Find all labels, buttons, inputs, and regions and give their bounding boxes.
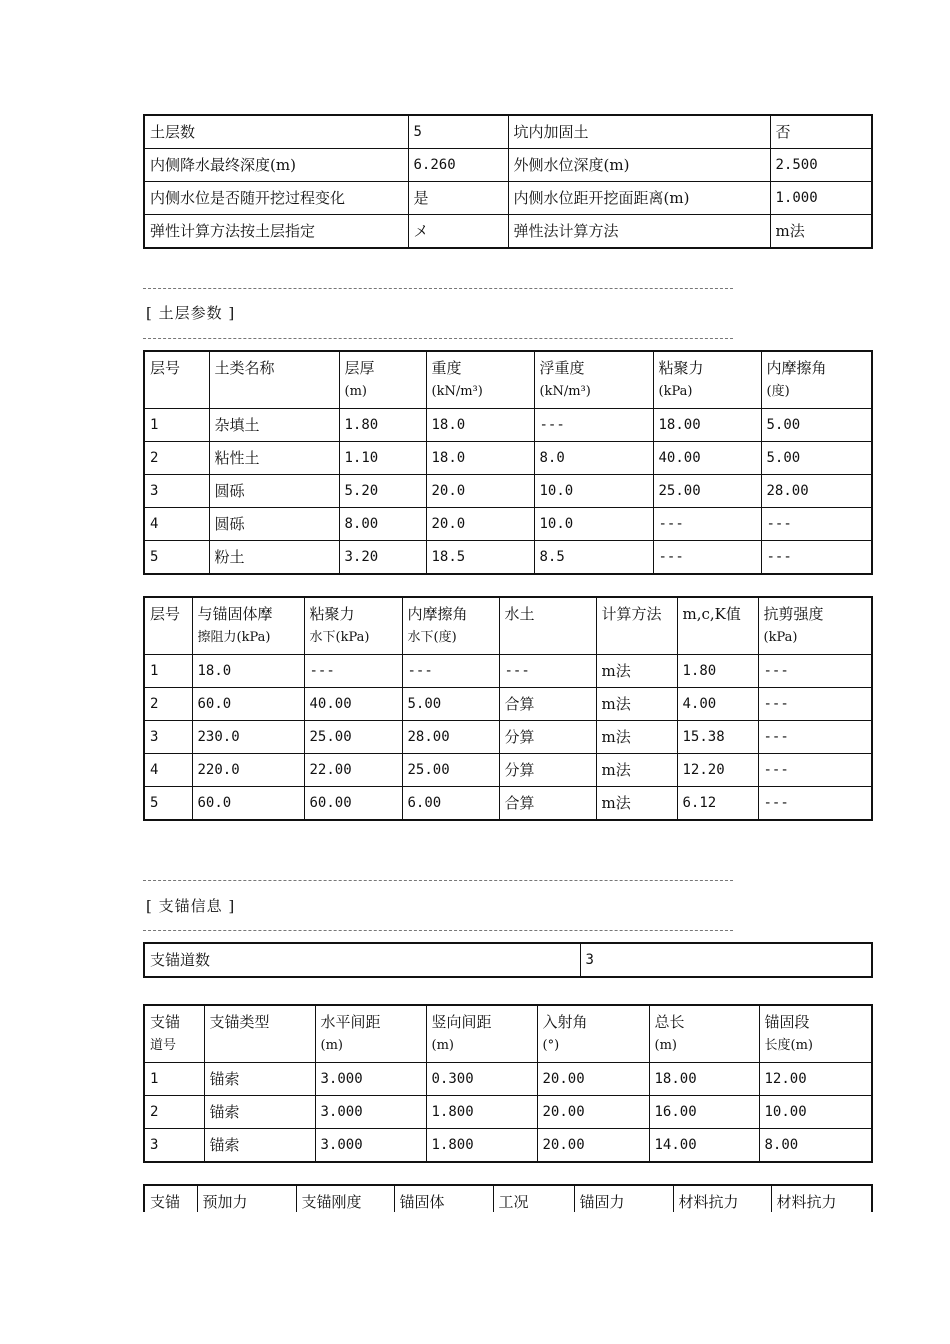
- table-cell: 40.00: [653, 442, 761, 475]
- table-cell: 10.0: [534, 475, 653, 508]
- table-cell: 12.00: [759, 1063, 872, 1096]
- table-cell: 20.00: [537, 1063, 649, 1096]
- column-header: 内摩擦角 (度): [761, 351, 872, 409]
- table-row: [144, 409, 872, 442]
- table-cell: 3: [144, 1129, 204, 1163]
- table-cell: 25.00: [653, 475, 761, 508]
- column-header: 支锚 道号: [144, 1005, 204, 1063]
- table-cell: 4: [144, 754, 192, 787]
- table-cell: 8.5: [534, 541, 653, 575]
- table-cell: 5.00: [761, 442, 872, 475]
- table-cell: 0.300: [426, 1063, 537, 1096]
- column-header: 内摩擦角 水下(度): [402, 597, 499, 655]
- column-header: 抗剪强度 (kPa): [758, 597, 872, 655]
- column-header: 层号: [144, 351, 209, 409]
- table-cell: 杂填土: [209, 409, 339, 442]
- table-cell: 1.80: [677, 655, 758, 688]
- table-cell: 粉土: [209, 541, 339, 575]
- table-row: [144, 215, 872, 249]
- table-cell: 18.00: [649, 1063, 759, 1096]
- table-cell: 土层数: [144, 115, 408, 149]
- table-cell: 3.20: [339, 541, 426, 575]
- section-title-anchor: [ 支锚信息 ]: [146, 897, 236, 915]
- page-cut-off: [0, 1212, 950, 1344]
- table-cell: 粘性土: [209, 442, 339, 475]
- soil-params-table-2: [143, 596, 873, 821]
- table-cell: 25.00: [304, 721, 402, 754]
- table-row: [144, 475, 872, 508]
- table-cell: 12.20: [677, 754, 758, 787]
- table-cell: 18.0: [426, 442, 534, 475]
- table-cell: メ: [408, 215, 508, 249]
- table-cell: 3.000: [315, 1096, 426, 1129]
- column-header: m,c,K值: [677, 597, 758, 655]
- table-cell: 1.800: [426, 1129, 537, 1163]
- table-row: [144, 182, 872, 215]
- column-header: 计算方法: [596, 597, 677, 655]
- table-cell: 60.00: [304, 787, 402, 821]
- anchor-count-table: [143, 942, 873, 978]
- table-cell: 合算: [499, 688, 596, 721]
- column-header: 与锚固体摩 擦阻力(kPa): [192, 597, 304, 655]
- column-header: 锚固体: [394, 1185, 493, 1219]
- table-cell: 弹性计算方法按土层指定: [144, 215, 408, 249]
- table-cell: 20.00: [537, 1096, 649, 1129]
- column-header: 浮重度 (kN/m³): [534, 351, 653, 409]
- table-cell: 3.000: [315, 1063, 426, 1096]
- column-header: 支锚类型: [204, 1005, 315, 1063]
- table-cell: 15.38: [677, 721, 758, 754]
- table-cell: 内侧水位是否随开挖过程变化: [144, 182, 408, 215]
- table-cell: 内侧水位距开挖面距离(m): [508, 182, 770, 215]
- table-cell: 5.00: [761, 409, 872, 442]
- table-cell: ---: [758, 655, 872, 688]
- column-header: 层号: [144, 597, 192, 655]
- table-cell: 1.800: [426, 1096, 537, 1129]
- table-cell: 10.00: [759, 1096, 872, 1129]
- table-cell: 1.80: [339, 409, 426, 442]
- table-cell: ---: [758, 688, 872, 721]
- summary-table: [143, 114, 873, 249]
- column-header: 水土: [499, 597, 596, 655]
- table-cell: 2: [144, 442, 209, 475]
- table-cell: 锚索: [204, 1129, 315, 1163]
- header-row: [144, 351, 872, 409]
- table-cell: 20.0: [426, 475, 534, 508]
- table-cell: 28.00: [761, 475, 872, 508]
- table-cell: ---: [761, 541, 872, 575]
- table-cell: 坑内加固土: [508, 115, 770, 149]
- table-cell: 3: [144, 721, 192, 754]
- table-cell: 18.5: [426, 541, 534, 575]
- table-cell: ---: [761, 508, 872, 541]
- column-header: 土类名称: [209, 351, 339, 409]
- table-cell: ---: [758, 787, 872, 821]
- table-cell: 6.12: [677, 787, 758, 821]
- table-cell: ---: [304, 655, 402, 688]
- table-cell: m法: [596, 754, 677, 787]
- table-cell: 18.0: [426, 409, 534, 442]
- table-cell: 4: [144, 508, 209, 541]
- header-row: [144, 597, 872, 655]
- table-row: [144, 1129, 872, 1163]
- table-cell: 6.00: [402, 787, 499, 821]
- table-cell: ---: [499, 655, 596, 688]
- table-cell: 1.000: [770, 182, 872, 215]
- table-row: [144, 1063, 872, 1096]
- table-cell: 1: [144, 1063, 204, 1096]
- anchor-table: [143, 1004, 873, 1163]
- table-row: [144, 442, 872, 475]
- table-cell: ---: [653, 541, 761, 575]
- column-header: 竖向间距 (m): [426, 1005, 537, 1063]
- table-cell: 60.0: [192, 787, 304, 821]
- table-cell: 锚索: [204, 1096, 315, 1129]
- column-header: 水平间距 (m): [315, 1005, 426, 1063]
- table-cell: 圆砾: [209, 475, 339, 508]
- table-cell: 14.00: [649, 1129, 759, 1163]
- column-header: 总长 (m): [649, 1005, 759, 1063]
- table-cell: 3: [144, 475, 209, 508]
- table-cell: 合算: [499, 787, 596, 821]
- table-row: [144, 754, 872, 787]
- table-row: [144, 115, 872, 149]
- column-header: 重度 (kN/m³): [426, 351, 534, 409]
- table-cell: 分算: [499, 754, 596, 787]
- table-cell: m法: [596, 787, 677, 821]
- table-cell: 28.00: [402, 721, 499, 754]
- divider: [143, 288, 733, 289]
- table-cell: 22.00: [304, 754, 402, 787]
- table-cell: 20.00: [537, 1129, 649, 1163]
- table-cell: 1: [144, 409, 209, 442]
- table-cell: 1.10: [339, 442, 426, 475]
- soil-params-table: [143, 350, 873, 575]
- column-header: 锚固段 长度(m): [759, 1005, 872, 1063]
- table-cell: 5: [144, 787, 192, 821]
- column-header: 支锚: [144, 1185, 197, 1219]
- section-title-soil: [ 土层参数 ]: [146, 304, 236, 322]
- column-header: 支锚刚度: [296, 1185, 394, 1219]
- table-cell: 4.00: [677, 688, 758, 721]
- divider: [143, 930, 733, 931]
- table-cell: 5.20: [339, 475, 426, 508]
- table-cell: 6.260: [408, 149, 508, 182]
- table-cell: 圆砾: [209, 508, 339, 541]
- table-cell: 2.500: [770, 149, 872, 182]
- table-row: [144, 655, 872, 688]
- table-cell: 25.00: [402, 754, 499, 787]
- column-header: 锚固力: [574, 1185, 673, 1219]
- table-row: [144, 943, 872, 977]
- table-cell: 2: [144, 1096, 204, 1129]
- table-cell: 外侧水位深度(m): [508, 149, 770, 182]
- table-cell: m法: [770, 215, 872, 249]
- table-row: [144, 508, 872, 541]
- table-cell: ---: [534, 409, 653, 442]
- table-cell: 8.00: [759, 1129, 872, 1163]
- anchor-count-label: 支锚道数: [144, 943, 580, 977]
- table-row: [144, 721, 872, 754]
- table-cell: 8.00: [339, 508, 426, 541]
- table-cell: ---: [758, 721, 872, 754]
- table-cell: m法: [596, 655, 677, 688]
- table-cell: m法: [596, 688, 677, 721]
- column-header: 层厚 (m): [339, 351, 426, 409]
- table-cell: ---: [402, 655, 499, 688]
- table-cell: 5: [144, 541, 209, 575]
- table-cell: 220.0: [192, 754, 304, 787]
- table-row: [144, 787, 872, 821]
- table-cell: 16.00: [649, 1096, 759, 1129]
- table-cell: 8.0: [534, 442, 653, 475]
- divider: [143, 338, 733, 339]
- table-row: [144, 1096, 872, 1129]
- table-cell: m法: [596, 721, 677, 754]
- table-cell: 3.000: [315, 1129, 426, 1163]
- table-cell: ---: [653, 508, 761, 541]
- table-cell: ---: [758, 754, 872, 787]
- table-cell: 否: [770, 115, 872, 149]
- column-header: 入射角 (°): [537, 1005, 649, 1063]
- column-header: 材料抗力: [771, 1185, 872, 1219]
- table-row: [144, 688, 872, 721]
- table-cell: 1: [144, 655, 192, 688]
- table-cell: 锚索: [204, 1063, 315, 1096]
- table-cell: 20.0: [426, 508, 534, 541]
- table-cell: 5: [408, 115, 508, 149]
- column-header: 粘聚力 水下(kPa): [304, 597, 402, 655]
- table-cell: 5.00: [402, 688, 499, 721]
- column-header: 工况: [493, 1185, 574, 1219]
- column-header: 粘聚力 (kPa): [653, 351, 761, 409]
- table-cell: 18.00: [653, 409, 761, 442]
- table-cell: 60.0: [192, 688, 304, 721]
- table-cell: 2: [144, 688, 192, 721]
- header-row: [144, 1005, 872, 1063]
- table-cell: 是: [408, 182, 508, 215]
- table-cell: 分算: [499, 721, 596, 754]
- table-cell: 10.0: [534, 508, 653, 541]
- table-cell: 内侧降水最终深度(m): [144, 149, 408, 182]
- column-header: 预加力: [197, 1185, 296, 1219]
- table-cell: 18.0: [192, 655, 304, 688]
- anchor-count-value: 3: [580, 943, 872, 977]
- table-row: [144, 149, 872, 182]
- column-header: 材料抗力: [673, 1185, 771, 1219]
- table-cell: 弹性法计算方法: [508, 215, 770, 249]
- table-cell: 40.00: [304, 688, 402, 721]
- divider: [143, 880, 733, 881]
- table-cell: 230.0: [192, 721, 304, 754]
- table-row: [144, 541, 872, 575]
